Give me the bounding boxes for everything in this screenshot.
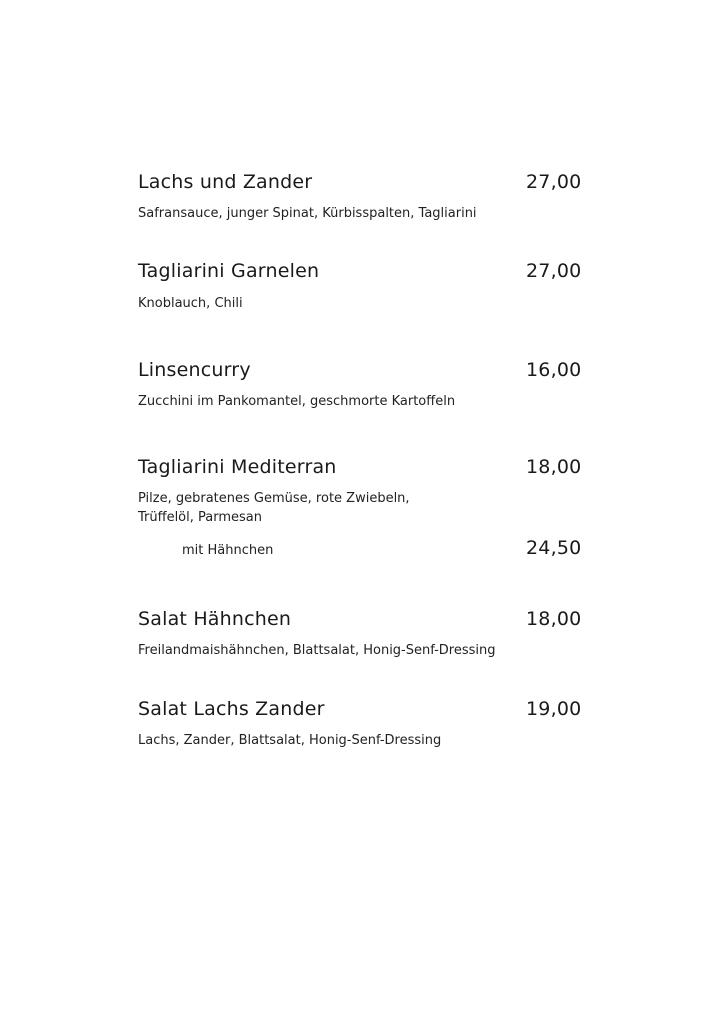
dish-description-line-1: Pilze, gebratenes Gemüse, rote Zwiebeln, — [138, 491, 410, 506]
dish-name: Salat Hähnchen — [138, 608, 292, 630]
dish-description: Freilandmaishähnchen, Blattsalat, Honig-Senf-Dressing — [138, 643, 496, 658]
dish-description-line-2: Trüffelöl, Parmesan — [138, 510, 262, 525]
dish-price: 18,00 — [526, 608, 582, 630]
dish-price: 27,00 — [526, 260, 582, 282]
dish-name: Salat Lachs Zander — [138, 698, 325, 720]
dish-price: 16,00 — [526, 359, 582, 381]
dish-price: 19,00 — [526, 698, 582, 720]
dish-price: 18,00 — [526, 456, 582, 478]
dish-description: Knoblauch, Chili — [138, 296, 243, 311]
dish-name: Tagliarini Mediterran — [138, 456, 337, 478]
dish-name: Tagliarini Garnelen — [138, 260, 320, 282]
dish-option-price: 24,50 — [526, 537, 582, 559]
dish-price: 27,00 — [526, 171, 582, 193]
dish-name: Lachs und Zander — [138, 171, 313, 193]
dish-option-label: mit Hähnchen — [182, 543, 274, 558]
dish-description: Lachs, Zander, Blattsalat, Honig-Senf-Dressing — [138, 733, 442, 748]
dish-description: Safransauce, junger Spinat, Kürbisspalten, Tagliarini — [138, 206, 477, 221]
dish-name: Linsencurry — [138, 359, 251, 381]
dish-description: Zucchini im Pankomantel, geschmorte Kartoffeln — [138, 394, 456, 409]
